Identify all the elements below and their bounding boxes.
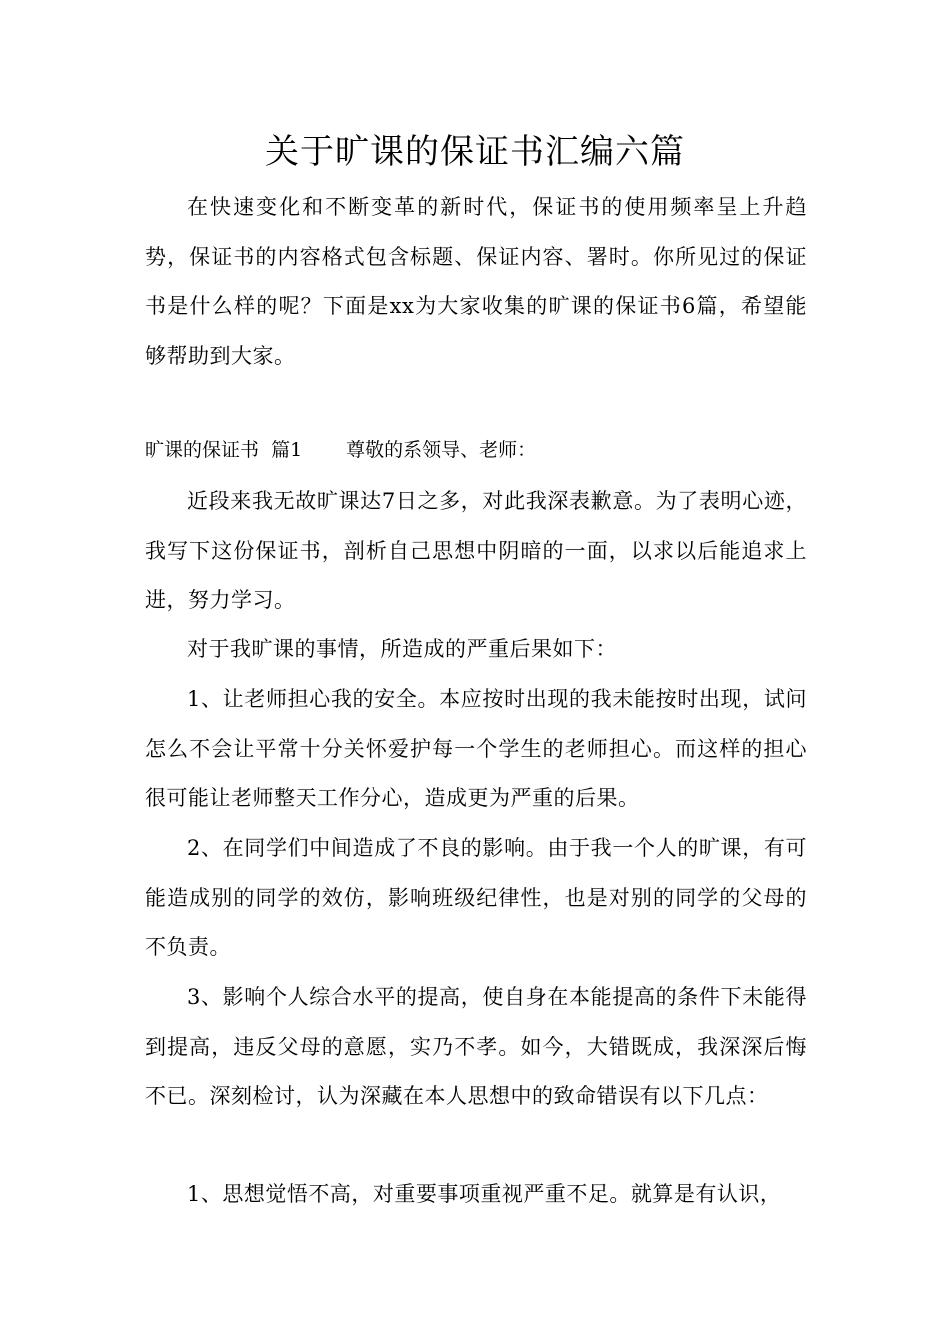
- body-paragraph-3: 1、让老师担心我的安全。本应按时出现的我未能按时出现，试问怎么不会让平常十分关怀爱护每一个学生的老师担心。而这样的担心很可能让老师整天工作分心，造成更为严重的后果。: [145, 687, 807, 810]
- body-paragraph-6: 1、思想觉悟不高，对重要事项重视严重不足。就算是有认识，: [187, 1182, 782, 1206]
- body-paragraph-2: 对于我旷课的事情，所造成的严重后果如下：: [187, 637, 617, 661]
- document-title: 关于旷课的保证书汇编六篇: [265, 132, 685, 172]
- intro-paragraph: 在快速变化和不断变革的新时代，保证书的使用频率呈上升趋势，保证书的内容格式包含标题、保证内容、署时。你所见过的保证书是什么样的呢？下面是xx为大家收集的旷课的保证书6篇，希望能够帮助到大家。: [145, 195, 807, 368]
- body-paragraph-4: 2、在同学们中间造成了不良的影响。由于我一个人的旷课，有可能造成别的同学的效仿，影响班级纪律性，也是对别的同学的父母的不负责。: [145, 836, 807, 959]
- section-heading-line: [145, 430, 807, 470]
- body-paragraph-1: 近段来我无故旷课达7日之多，对此我深表歉意。为了表明心迹，我写下这份保证书，剖析自己思想中阴暗的一面，以求以后能追求上进，努力学习。: [145, 489, 807, 612]
- section-heading: 旷课的保证书 篇1: [145, 439, 303, 461]
- body-paragraph-5: 3、影响个人综合水平的提高，使自身在本能提高的条件下未能得到提高，违反父母的意愿，实乃不孝。如今，大错既成，我深深后悔不已。深刻检讨，认为深藏在本人思想中的致命错误有以下几点：: [145, 985, 807, 1108]
- salutation: 尊敬的系领导、老师：: [346, 439, 537, 461]
